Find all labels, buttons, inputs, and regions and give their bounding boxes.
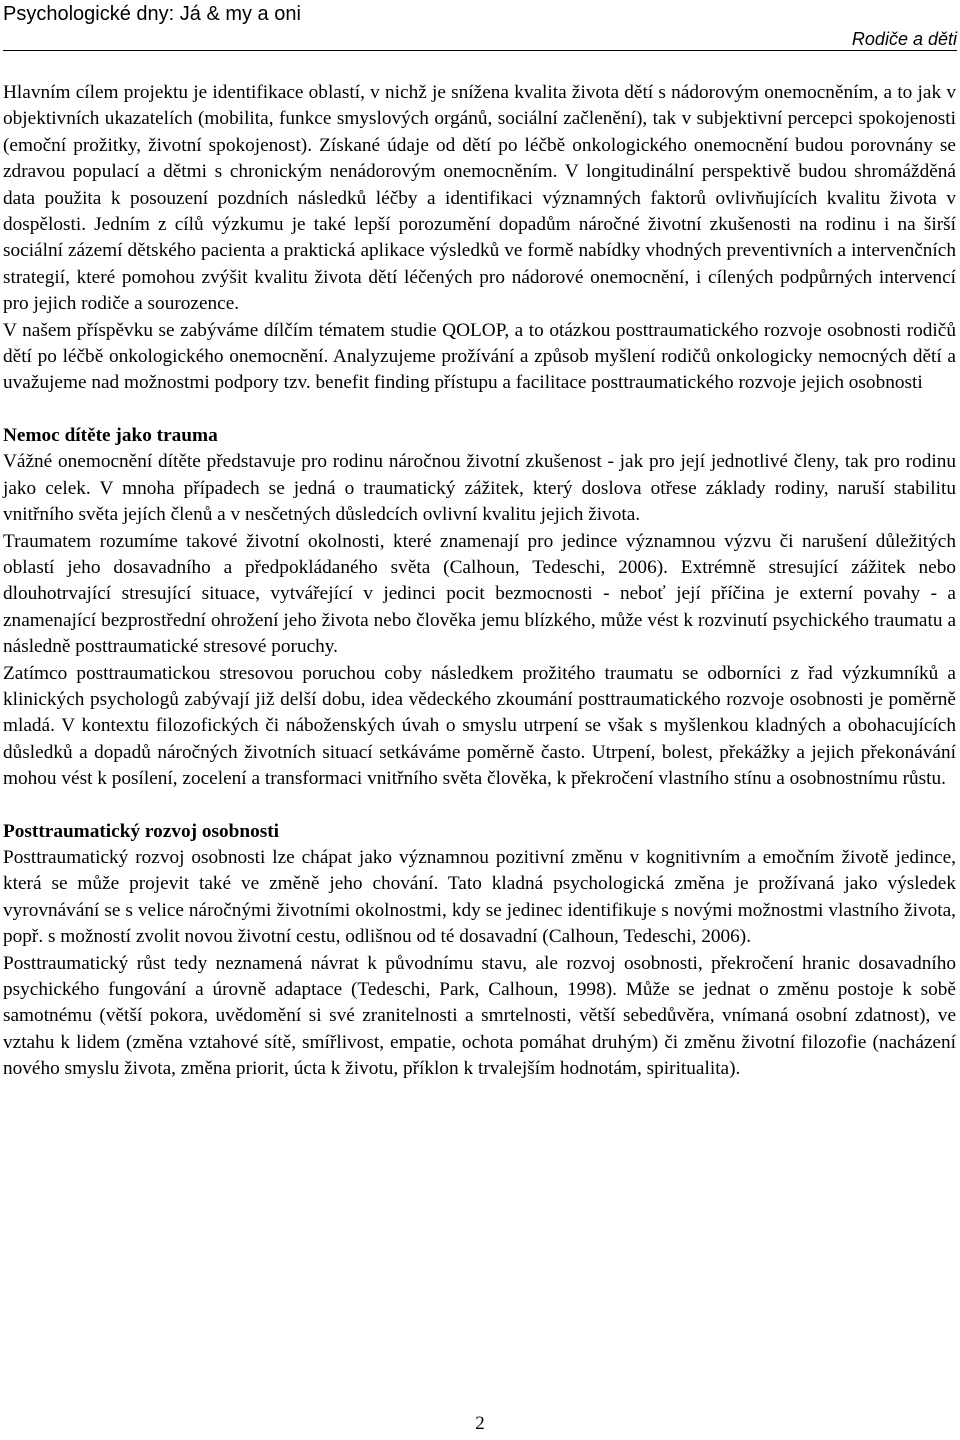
spacer xyxy=(3,397,956,423)
intro-paragraph-2: V našem příspěvku se zabýváme dílčím tématem studie QOLOP, a to otázkou posttraumatického rozvoje osobnosti rodičů dětí po léčbě onkologického onemocnění. Analyzujeme prožívání a způsob myšlení rodičů onkologicky nemocných dětí a uvažujeme nad možnostmi podpory tzv. benefit finding přístupu a facilitace posttraumatického rozvoje jejich osobnosti xyxy=(3,319,956,394)
growth-paragraph-2: Posttraumatický růst tedy neznamená návrat k původnímu stavu, ale rozvoj osobnosti, překročení hranic dosavadního psychického fungování a úrovně adaptace (Tedeschi, Park, Calhoun, 1998). Může se jednat o změnu postoje k sobě samotnému (větší pokora, uvědomění si své zranitelnosti a smrtelnosti, větší sebedůvěra, vnímaná osobní zdatnost), ve vztahu k lidem (změna vztahové sítě, smířlivost, empatie, ochota pomáhat druhým) či změnu životní filozofie (nacházení nového smyslu života, změna priorit, úcta k životu, příklon k trvalejším hodnotám, spiritualita). xyxy=(3,952,956,1080)
spacer xyxy=(3,793,956,819)
trauma-paragraph-3: Zatímco posttraumatickou stresovou poruchou coby následkem prožitého traumatu se odborníci z řad výzkumníků a klinických psychologů zabývají již delší dobu, idea vědeckého zkoumání posttraumatického rozvoje osobnosti je poměrně mladá. V kontextu filozofických či náboženských úvah o smyslu utrpení se však s myšlenkou kladných a obohacujících důsledků a dopadů náročných životních situací setkáváme poměrně často. Utrpení, bolest, překážky a jejich překonávání mohou vést k posílení, zocelení a transformaci vnitřního světa člověka, k překročení vlastního stínu a osobnostnímu růstu. xyxy=(3,662,956,790)
trauma-paragraph-1: Vážné onemocnění dítěte představuje pro rodinu náročnou životní zkušenost - jak pro její jednotlivé členy, tak pro rodinu jako celek. V mnoha případech se jedná o traumatický zážitek, který doslova otřese základy rodiny, naruší stabilitu vnitřního světa jejích členů a v nesčetných důsledcích ovlivní kvalitu jejich života. xyxy=(3,451,956,526)
intro-paragraph-1: Hlavním cílem projektu je identifikace oblastí, v nichž je snížena kvalita života dětí s nádorovým onemocněním, a to jak v objektivních ukazatelích (mobilita, funkce smyslových orgánů, sociální začlenění), tak v subjektivní percepci spokojenosti (emoční prožitky, životní spokojenost). Získané údaje od dětí po léčbě onkologického onemocnění budou porovnány se zdravou populací a dětmi s chronickým nenádorovým onemocněním. V longitudinální perspektivě budou shromážděná data použita k posouzení pozdních následků léčby a identifikaci významných faktorů ovlivňujících kvalitu života v dospělosti. Jedním z cílů výzkumu je také lepší porozumění dopadům náročné životní zkušenosti na rodinu i na širší sociální zázemí dětského pacienta a praktická aplikace výsledků ve formě nabídky vhodných preventivních a intervenčních strategií, které pomohou zvýšit kvalitu života dětí léčených pro nádorové onemocnění, i cílených podpůrných intervencí pro jejich rodiče a sourozence. xyxy=(3,82,956,315)
trauma-paragraph-2: Traumatem rozumíme takové životní okolnosti, které znamenají pro jedince významnou výzvu či narušení důležitých oblastí jeho dosavadního a předpokládaného světa (Calhoun, Tedeschi, 2006). Extrémně stresující zážitek nebo dlouhotrvající stresující situace, vytvářející v jedinci pocit bezmocnosti - neboť její příčina je externí povahy - a znamenající bezprostřední ohrožení jeho života nebo člověka jemu blízkého, může vést k rozvinutí psychického traumatu a následně posttraumatické stresové poruchy. xyxy=(3,530,956,658)
section-heading-trauma: Nemoc dítěte jako trauma xyxy=(3,424,218,446)
growth-paragraph-1: Posttraumatický rozvoj osobnosti lze chápat jako významnou pozitivní změnu v kognitivním a emočním životě jedince, která se může projevit také ve změně jeho chování. Tato kladná psychologická změna je prožívaná jako výsledek vyrovnávání se s velice náročnými životními okolnostmi, kdy se jedinec identifikuje s novými možnostmi vlastního života, popř. s možností zvolit novou životní cestu, odlišnou od té dosavadní (Calhoun, Tedeschi, 2006). xyxy=(3,846,956,948)
publication-title: Psychologické dny: Já & my a oni xyxy=(3,3,301,25)
section-title: Rodiče a děti xyxy=(851,29,957,49)
page-header xyxy=(3,0,957,51)
section-heading-growth: Posttraumatický rozvoj osobnosti xyxy=(3,820,279,842)
page-number: 2 xyxy=(475,1413,485,1434)
document-body xyxy=(3,80,956,1083)
